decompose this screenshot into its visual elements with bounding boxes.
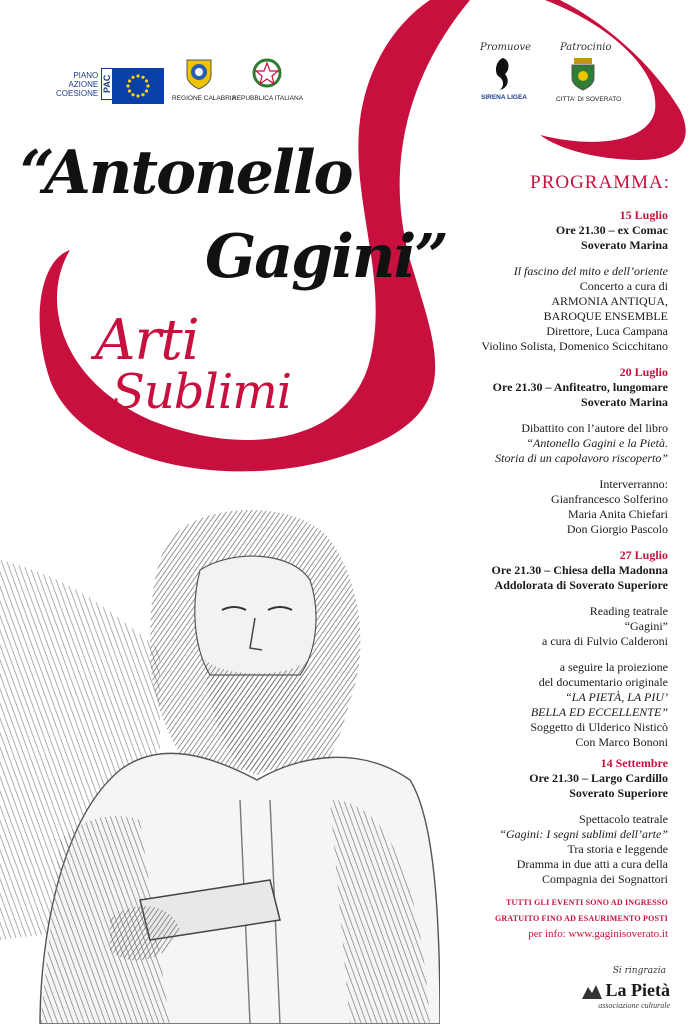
event-desc: Direttore, Luca Campana [546, 324, 668, 338]
subtitle-arti: Arti [95, 308, 199, 373]
event-desc: a seguire la proiezione [559, 660, 668, 674]
event-place: Soverato Marina [581, 238, 668, 252]
patrocinio-label: Patrocinio [560, 42, 612, 53]
event-desc: Concerto a cura di [579, 279, 668, 293]
event-desc: Soggetto di Ulderico Nisticò [530, 720, 668, 734]
event-desc: Con Marco Bononi [575, 735, 668, 749]
regione-crest-icon [185, 58, 213, 90]
event-desc: “Gagini: I segni sublimi dell’arte” [499, 827, 668, 841]
event-desc: “LA PIETÀ, LA PIU’ [565, 690, 668, 704]
event-place: Addolorata di Soverato Superiore [494, 578, 668, 592]
pac-line: COESIONE [56, 88, 99, 98]
event-date: 27 Luglio [619, 548, 668, 562]
pac-logo [56, 68, 115, 100]
event-desc: Il fascino del mito e dell’oriente [513, 264, 668, 278]
event-desc: ARMONIA ANTIQUA, [551, 294, 668, 308]
event-desc: Tra storia e leggende [567, 842, 668, 856]
repubblica-caption: REPUBBLICA ITALIANA [232, 95, 304, 102]
la-pieta-name: La Pietà [605, 980, 670, 1000]
event-time: Ore 21.30 – ex Comac [555, 223, 668, 237]
repubblica-emblem-icon [252, 58, 282, 90]
event-14-settembre [368, 756, 668, 887]
event-time: Ore 21.30 – Largo Cardillo [529, 771, 668, 785]
la-pieta-icon [582, 983, 602, 999]
event-15-luglio [368, 208, 668, 354]
event-date: 15 Luglio [619, 208, 668, 222]
soverato-crest-icon [568, 56, 598, 92]
info-link[interactable]: per info: www.gaginisoverato.it [528, 928, 668, 940]
free-entry-note: TUTTI GLI EVENTI SONO AD INGRESSO [506, 898, 668, 907]
event-time: Ore 21.30 – Chiesa della Madonna [491, 563, 668, 577]
free-entry-note: GRATUITO FINO AD ESAURIMENTO POSTI [494, 914, 668, 923]
pac-line: AZIONE [68, 79, 99, 89]
repubblica-logo [232, 58, 302, 102]
event-date: 20 Luglio [619, 365, 668, 379]
event-desc: Storia di un capolavoro riscoperto” [495, 451, 668, 465]
regione-caption: REGIONE CALABRIA [172, 95, 236, 102]
event-desc: Dibattito con l’autore del libro [521, 421, 668, 435]
la-pieta-logo [582, 980, 671, 1010]
pac-badge: PAC [101, 68, 115, 100]
siren-icon [488, 56, 518, 92]
event-desc: BAROQUE ENSEMBLE [543, 309, 668, 323]
la-pieta-sub: associazione culturale [598, 1001, 670, 1010]
event-desc: Reading teatrale [589, 604, 668, 618]
eu-flag-icon [112, 68, 164, 104]
programma-heading: PROGRAMMA: [530, 172, 670, 193]
event-desc: BELLA ED ECCELLENTE” [530, 705, 668, 719]
promuove-label: Promuove [480, 42, 532, 53]
event-desc: Gianfrancesco Solferino [551, 492, 668, 506]
programma-list [368, 208, 668, 942]
event-desc: “Antonello Gagini e la Pietà. [526, 436, 668, 450]
thanks-label: Si ringrazia [612, 966, 666, 976]
event-desc: “Gagini” [624, 619, 668, 633]
event-place: Soverato Superiore [569, 786, 668, 800]
event-desc: Maria Anita Chiefari [568, 507, 668, 521]
event-desc: Compagnia dei Sognattori [542, 872, 668, 886]
pac-line: PIANO [73, 70, 99, 80]
soverato-caption: CITTA' DI SOVERATO [556, 96, 622, 103]
regione-calabria-logo [172, 58, 236, 102]
sirena-ligea-caption: SIRENA LIGEA [481, 94, 527, 101]
event-desc: Dramma in due atti a cura della [516, 857, 668, 871]
title-line-2: Gagini” [205, 222, 447, 292]
event-desc: Spettacolo teatrale [579, 812, 668, 826]
event-date: 14 Settembre [600, 756, 668, 770]
event-20-luglio [368, 365, 668, 537]
event-desc: Violino Solista, Domenico Scicchitano [481, 339, 668, 353]
event-desc: del documentario originale [538, 675, 668, 689]
event-time: Ore 21.30 – Anfiteatro, lungomare [492, 380, 668, 394]
title-line-1: “Antonello [20, 138, 352, 208]
event-place: Soverato Marina [581, 395, 668, 409]
event-27-luglio [368, 548, 668, 750]
event-desc: Don Giorgio Pascolo [566, 522, 668, 536]
event-desc: a cura di Fulvio Calderoni [542, 634, 668, 648]
subtitle-sublimi: Sublimi [112, 364, 292, 420]
event-desc: Interverranno: [599, 477, 668, 491]
